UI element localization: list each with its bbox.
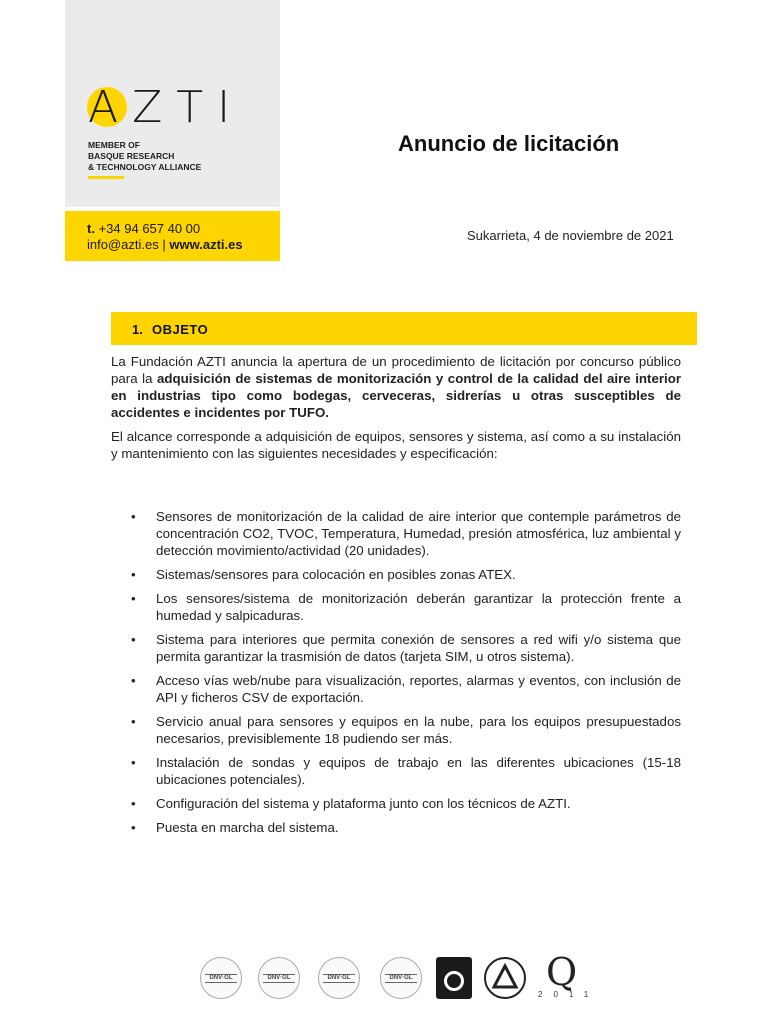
section-number: 1. bbox=[132, 322, 143, 337]
certification-logos bbox=[200, 950, 600, 1007]
list-item bbox=[111, 508, 681, 559]
document-title: Anuncio de licitación bbox=[398, 131, 620, 156]
bullet-icon: • bbox=[131, 796, 136, 811]
dnv-seal-icon: DNV·GL bbox=[318, 957, 360, 999]
list-item-text: Acceso vías web/nube para visualización, reportes, alarmas y eventos, con inclusión de API y ficheros CSV de exportación. bbox=[156, 673, 681, 705]
intro-paragraph bbox=[111, 353, 681, 421]
contact-separator: | bbox=[162, 237, 166, 252]
list-item-text: Configuración del sistema y plataforma junto con los técnicos de AZTI. bbox=[156, 796, 571, 811]
bullet-icon: • bbox=[131, 632, 136, 647]
logo-tagline-line: & TECHNOLOGY ALLIANCE bbox=[88, 162, 202, 172]
list-item-text: Los sensores/sistema de monitorización deberán garantizar la protección frente a humedad y salpicaduras. bbox=[156, 591, 681, 623]
list-item bbox=[111, 713, 681, 747]
requirements-list bbox=[111, 508, 681, 843]
list-item bbox=[111, 754, 681, 788]
q-quality-year: 2011 bbox=[538, 990, 600, 999]
list-item bbox=[111, 795, 681, 812]
website-link[interactable]: www.azti.es bbox=[169, 237, 243, 252]
bullet-icon: • bbox=[131, 755, 136, 770]
list-item bbox=[111, 566, 681, 583]
dnv-seal-icon: DNV·GL bbox=[380, 957, 422, 999]
contact-phone-line bbox=[87, 221, 200, 236]
logo-tagline-line: MEMBER OF bbox=[88, 140, 140, 150]
scope-paragraph: El alcance corresponde a adquisición de equipos, sensores y sistema, así como a su instalación y mantenimiento con las siguientes necesidades y especificación: bbox=[111, 429, 681, 461]
logo-tagline-line: BASQUE RESEARCH bbox=[88, 151, 175, 161]
intro-bold-text: adquisición de sistemas de monitorización y control de la calidad del aire interior en industrias tipo como bodegas, cerveceras, sidrerías u otras susceptibles de accidentes e incidentes por TUFO. bbox=[111, 371, 682, 420]
section-header bbox=[111, 312, 697, 345]
logo-underline bbox=[88, 176, 124, 179]
azti-logo: AZTI bbox=[88, 82, 245, 133]
list-item bbox=[111, 819, 681, 836]
logo-tagline bbox=[88, 140, 201, 173]
bullet-icon: • bbox=[131, 509, 136, 524]
section-title: OBJETO bbox=[152, 322, 209, 337]
document-body bbox=[111, 353, 681, 462]
document-date: Sukarrieta, 4 de noviembre de 2021 bbox=[467, 228, 674, 243]
dnv-seal-icon: DNV·GL bbox=[258, 957, 300, 999]
bullet-icon: • bbox=[131, 567, 136, 582]
certification-badge-icon bbox=[436, 957, 472, 999]
email-link[interactable]: info@azti.es bbox=[87, 237, 159, 252]
list-item bbox=[111, 672, 681, 706]
triangle-badge-icon bbox=[484, 957, 526, 999]
list-item-text: Puesta en marcha del sistema. bbox=[156, 820, 339, 835]
bullet-icon: • bbox=[131, 714, 136, 729]
list-item bbox=[111, 590, 681, 624]
contact-web-line bbox=[87, 237, 243, 252]
bullet-icon: • bbox=[131, 820, 136, 835]
list-item-text: Sistema para interiores que permita conexión de sensores a red wifi y/o sistema que permita garantizar la trasmisión de datos (tarjeta SIM, u otros sistema). bbox=[156, 632, 681, 664]
bullet-icon: • bbox=[131, 591, 136, 606]
intro-text: La Fundación AZTI anuncia la apertura de un procedimiento de licitación por concurso público para la bbox=[111, 354, 681, 386]
list-item bbox=[111, 631, 681, 665]
dnv-seal-icon: DNV·GL bbox=[200, 957, 242, 999]
bullet-icon: • bbox=[131, 673, 136, 688]
phone-number: +34 94 657 40 00 bbox=[98, 221, 201, 236]
contact-panel bbox=[65, 211, 280, 261]
list-item-text: Sistemas/sensores para colocación en posibles zonas ATEX. bbox=[156, 567, 516, 582]
list-item-text: Sensores de monitorización de la calidad de aire interior que contemple parámetros de concentración CO2, TVOC, Temperatura, Humedad, presión atmosférica, luz ambiental y detección movimiento/actividad (20 unidades). bbox=[156, 509, 681, 558]
list-item-text: Instalación de sondas y equipos de trabajo en las diferentes ubicaciones (15-18 ubicaciones potenciales). bbox=[156, 755, 681, 787]
phone-prefix: t. bbox=[87, 221, 95, 236]
list-item-text: Servicio anual para sensores y equipos en la nube, para los equipos presupuestados necesarios, previsiblemente 18 pudiendo ser más. bbox=[156, 714, 681, 746]
q-quality-icon: Q bbox=[546, 950, 578, 994]
